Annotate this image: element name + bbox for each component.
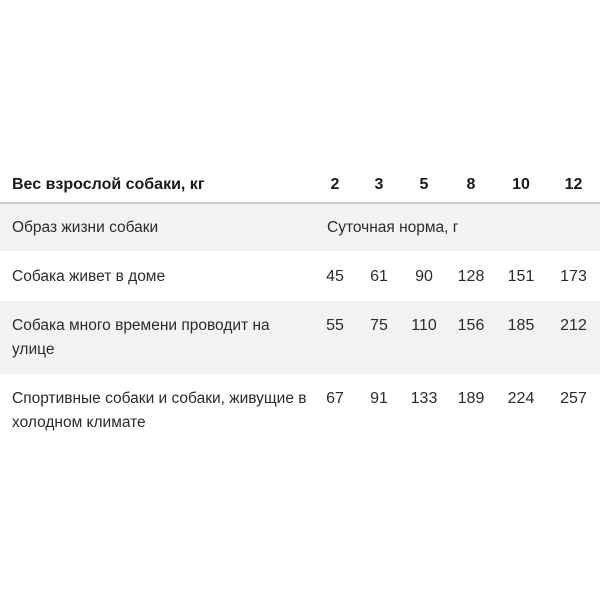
row-label: Спортивные собаки и собаки, живущие в холодном климате <box>12 390 307 431</box>
table-cell: 75 <box>370 317 388 334</box>
feeding-table <box>0 158 600 450</box>
table-row <box>0 374 600 450</box>
table-row <box>0 301 600 374</box>
table-cell: 61 <box>370 268 388 285</box>
table-cell: 185 <box>507 317 535 334</box>
table-cell: 91 <box>370 390 388 407</box>
subheader-label: Образ жизни собаки <box>12 219 159 236</box>
row-label: Собака много времени проводит на улице <box>12 317 270 358</box>
table-cell: 156 <box>457 317 485 334</box>
table-cell: 257 <box>560 390 587 407</box>
table-cell: 90 <box>415 268 433 285</box>
table-cell: 45 <box>326 268 344 285</box>
daily-norm-note: Суточная норма, г <box>327 219 459 236</box>
weight-header: 8 <box>466 176 476 193</box>
table-cell: 189 <box>457 390 485 407</box>
table-cell: 224 <box>507 390 535 407</box>
table-cell: 67 <box>326 390 344 407</box>
weight-header: 12 <box>564 176 583 193</box>
row-label: Собака живет в доме <box>12 268 166 285</box>
weight-header: 5 <box>419 176 429 193</box>
weight-header: 2 <box>330 176 340 193</box>
table-subheader-row <box>0 204 600 251</box>
table-cell: 110 <box>411 317 437 334</box>
table-cell: 128 <box>457 268 485 285</box>
table-cell: 133 <box>410 390 438 407</box>
table-cell: 151 <box>507 268 535 285</box>
table-cell: 173 <box>560 268 587 285</box>
table-row <box>0 251 600 301</box>
table-cell: 55 <box>326 317 344 334</box>
weight-header: 3 <box>374 176 384 193</box>
table-header-row <box>0 158 600 204</box>
weight-header: 10 <box>512 176 530 193</box>
table-cell: 212 <box>560 317 587 334</box>
header-label: Вес взрослой собаки, кг <box>12 176 205 193</box>
